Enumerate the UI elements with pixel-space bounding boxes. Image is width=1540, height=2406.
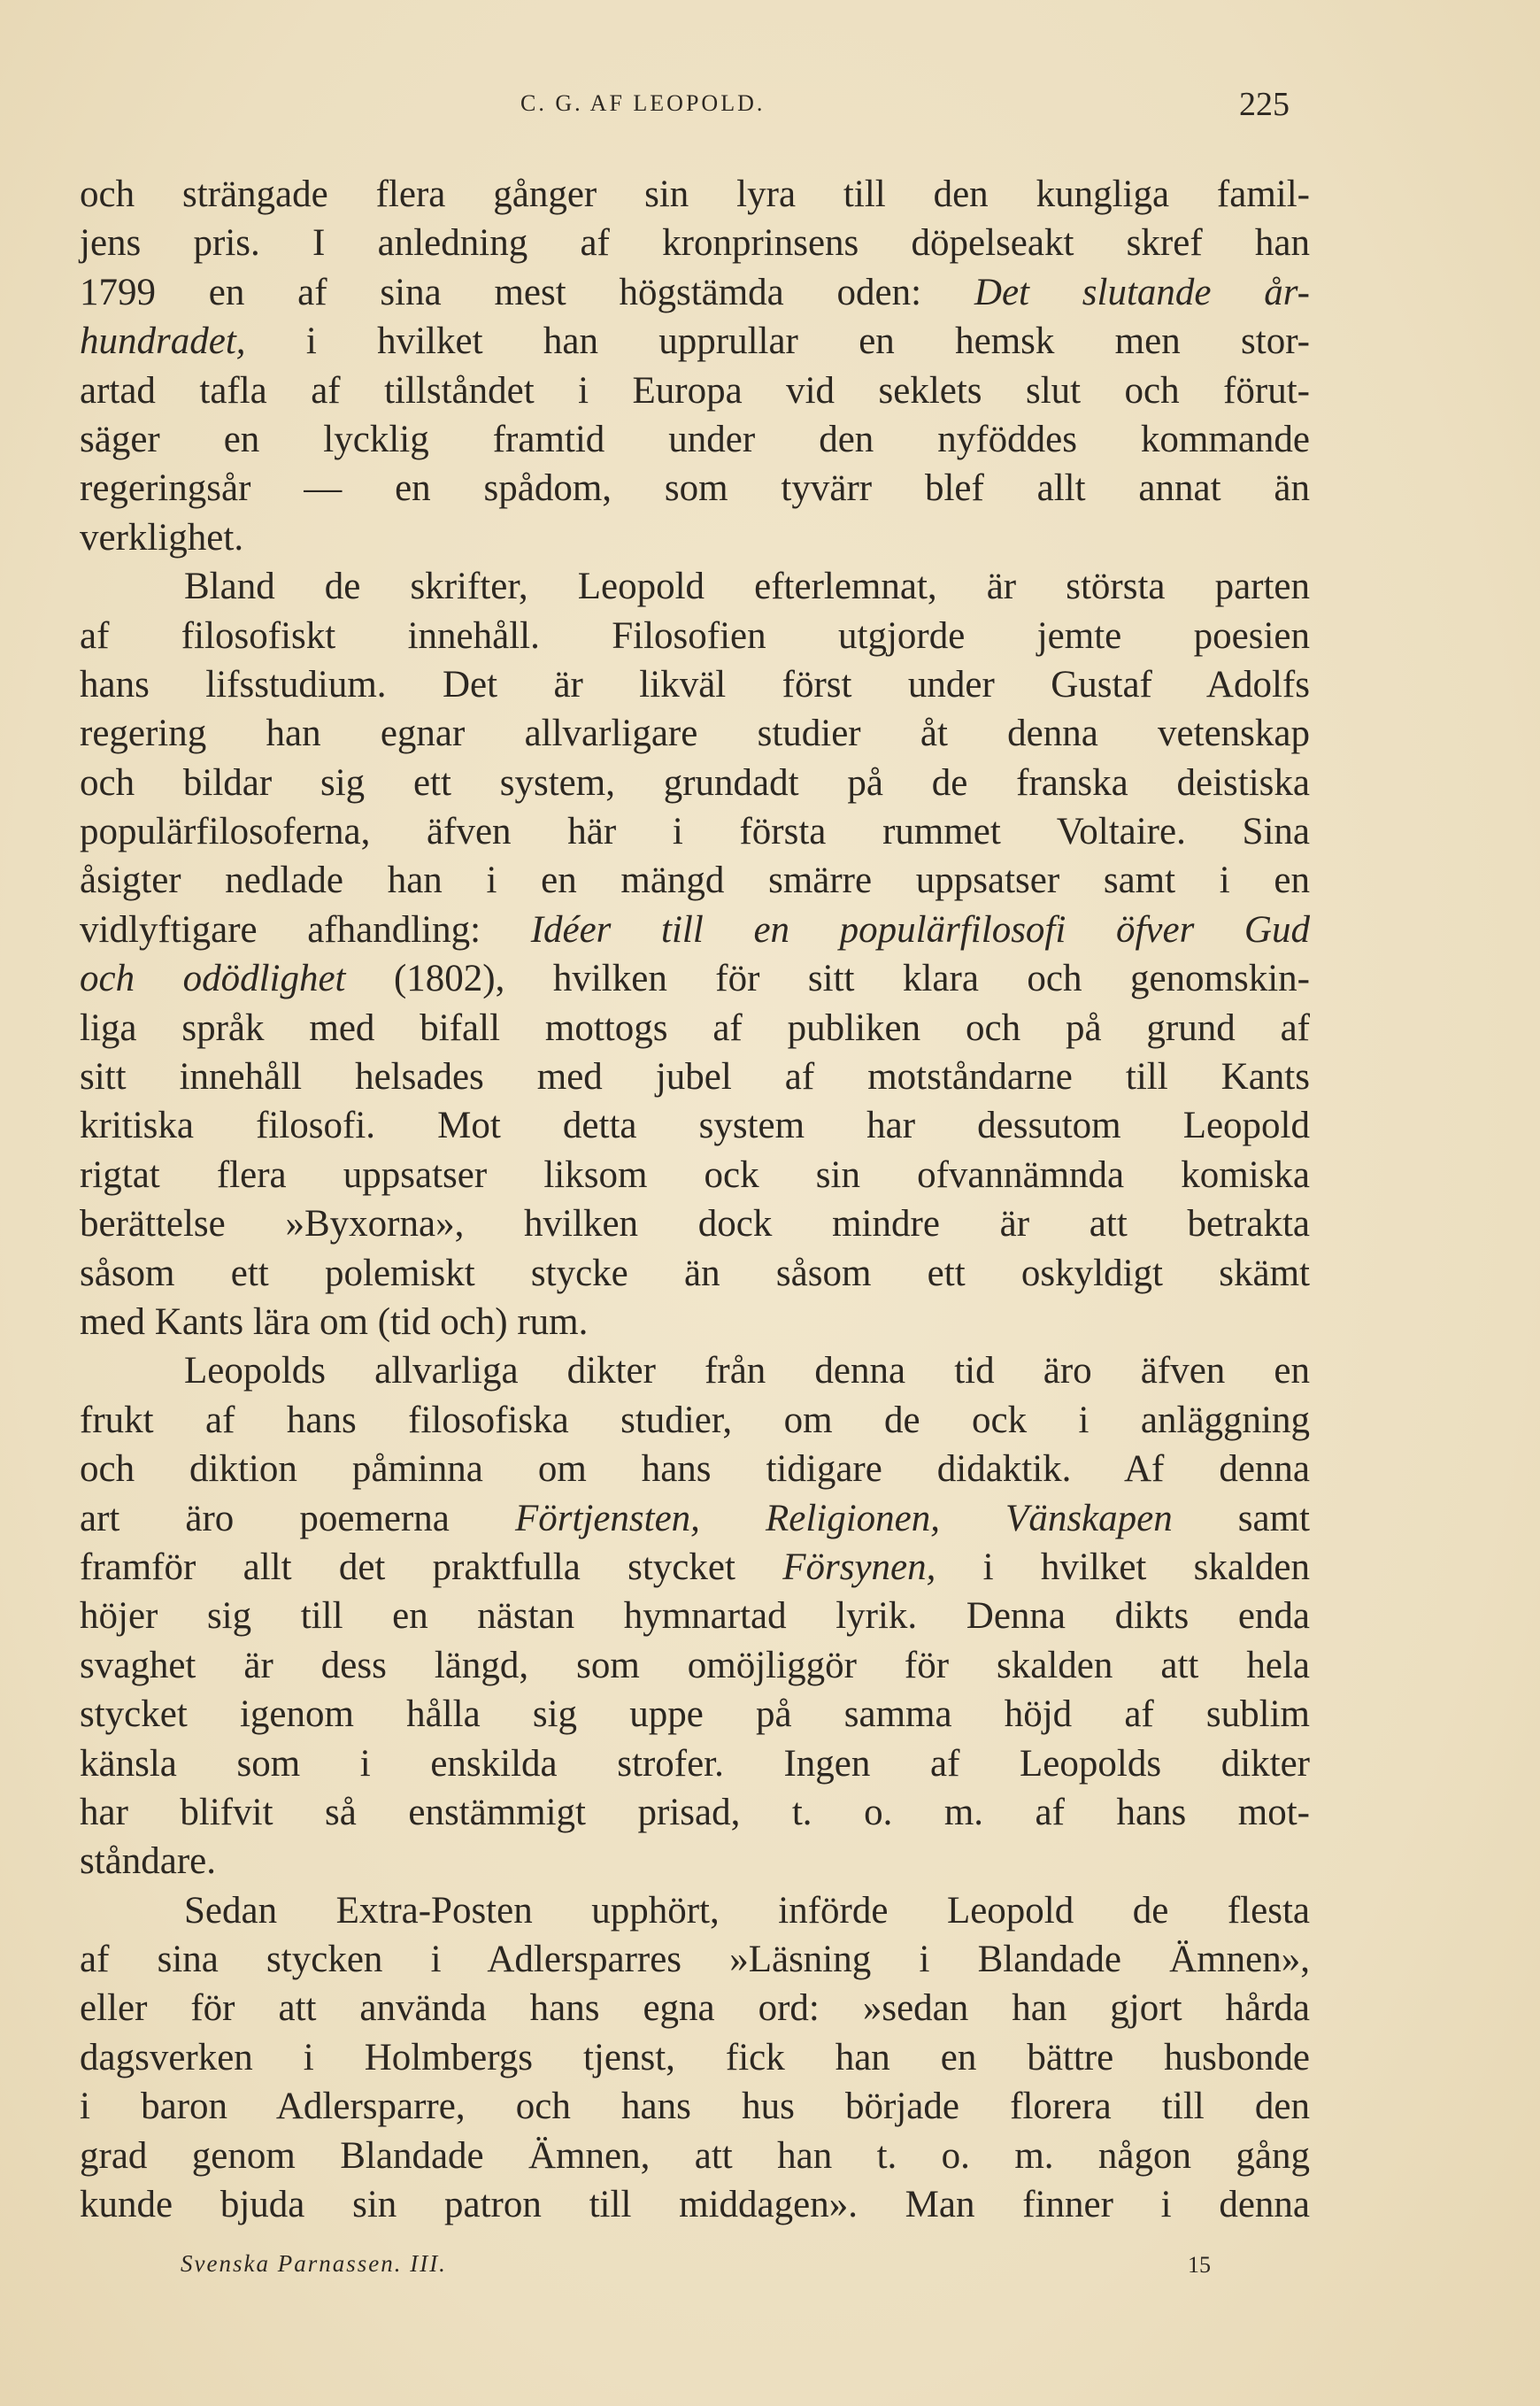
- text-line: [80, 1788, 1310, 1837]
- text-line: [80, 562, 1310, 611]
- text-line: [80, 612, 1310, 660]
- text-line: [80, 1984, 1310, 2032]
- text-line: [80, 1053, 1310, 1101]
- text-run: (1802), hvilken för sitt klara och genomskin-: [345, 958, 1310, 1000]
- text-run: regering han egnar allvarligare studier åt denna vetenskap: [80, 713, 1310, 755]
- text-line: [80, 1004, 1310, 1053]
- text-line: [80, 954, 1310, 1003]
- text-line: [80, 464, 1310, 513]
- text-line: [80, 1543, 1310, 1592]
- text-run: eller för att använda hans egna ord: »sedan han gjort hårda: [80, 1987, 1310, 2030]
- text-line: [80, 2082, 1310, 2131]
- text-line: [80, 807, 1310, 856]
- text-run: rigtat flera uppsatser liksom ock sin ofvannämnda komiska: [80, 1153, 1310, 1196]
- text-run: svaghet är dess längd, som omöjliggör för skalden att hela: [80, 1644, 1310, 1686]
- text-run: regeringsår — en spådom, som tyvärr blef allt annat än: [80, 467, 1310, 510]
- text-run: i hvilket han upprullar en hemsk men stor-: [245, 320, 1310, 363]
- text-line: [80, 856, 1310, 905]
- text-line: [80, 1886, 1310, 1935]
- paragraph: [80, 562, 1310, 1346]
- text-run: af sina stycken i Adlersparres »Läsning i Blandade Ämnen»,: [80, 1939, 1310, 1981]
- italic-title: Idéer till en populärfilosofi öfver Gud: [530, 908, 1310, 951]
- text-run: med Kants lära om (tid och) rum.: [80, 1300, 589, 1343]
- text-run: jens pris. I anledning af kronprinsens döpelseakt skref han: [80, 222, 1310, 265]
- page-footer: [0, 2250, 1540, 2286]
- paragraph: [80, 170, 1310, 562]
- text-run: Bland de skrifter, Leopold efterlemnat, är största parten: [184, 566, 1310, 608]
- text-line: [80, 759, 1310, 807]
- text-line: [80, 1199, 1310, 1248]
- text-line: [80, 1101, 1310, 1150]
- text-line: [80, 1739, 1310, 1788]
- text-line: [80, 709, 1310, 758]
- text-run: art äro poemerna: [80, 1497, 515, 1539]
- body-text: [80, 170, 1310, 2229]
- text-run: kritiska filosofi. Mot detta system har dessutom Leopold: [80, 1105, 1310, 1147]
- text-line: [80, 1592, 1310, 1640]
- italic-title: Förtjensten, Religionen, Vänskapen: [514, 1497, 1173, 1539]
- text-run: artad tafla af tillståndet i Europa vid seklets slut och förut-: [80, 369, 1310, 412]
- text-run: liga språk med bifall mottogs af publiken och på grund af: [80, 1006, 1310, 1049]
- text-run: stycket igenom hålla sig uppe på samma höjd af sublim: [80, 1693, 1310, 1736]
- text-run: i baron Adlersparre, och hans hus började florera till den: [80, 2086, 1310, 2128]
- running-head-title: C. G. AF LEOPOLD.: [520, 90, 766, 116]
- footer-signature: Svenska Parnassen. III.: [181, 2250, 447, 2277]
- text-run: verklighet.: [80, 516, 244, 559]
- text-run: vidlyftigare afhandling:: [80, 908, 531, 951]
- text-run: framför allt det praktfulla stycket: [80, 1546, 783, 1588]
- text-run: såsom ett polemiskt stycke än såsom ett oskyldigt skämt: [80, 1252, 1310, 1294]
- text-line: [80, 2132, 1310, 2180]
- text-line: [80, 1396, 1310, 1445]
- text-line: [80, 1445, 1310, 1493]
- text-run: kunde bjuda sin patron till middagen». Man finner i denna: [80, 2184, 1310, 2226]
- text-line: [80, 660, 1310, 709]
- text-run: sitt innehåll helsades med jubel af motståndarne till Kants: [80, 1056, 1310, 1099]
- sheet-number: 15: [1188, 2252, 1211, 2278]
- text-line: [80, 513, 1310, 562]
- text-run: 1799 en af sina mest högstämda oden:: [80, 271, 974, 313]
- text-line: [80, 170, 1310, 219]
- text-line: [80, 219, 1310, 267]
- text-run: och strängade flera gånger sin lyra till den kungliga famil-: [80, 174, 1310, 215]
- paragraph: [80, 1886, 1310, 2230]
- text-run: och bildar sig ett system, grundadt på de franska deistiska: [80, 761, 1310, 804]
- text-run: af filosofiskt innehåll. Filosofien utgjorde jemte poesien: [80, 614, 1310, 657]
- text-line: [80, 1346, 1310, 1395]
- italic-title: hundradet,: [80, 320, 246, 363]
- text-run: berättelse »Byxorna», hvilken dock mindre är att betrakta: [80, 1203, 1310, 1245]
- text-run: grad genom Blandade Ämnen, att han t. o. m. någon gång: [80, 2134, 1310, 2177]
- text-line: [80, 415, 1310, 464]
- text-line: [80, 1641, 1310, 1690]
- text-line: [80, 366, 1310, 415]
- text-run: och diktion påminna om hans tidigare didaktik. Af denna: [80, 1448, 1310, 1491]
- page-number: 225: [1239, 86, 1290, 123]
- text-line: [80, 906, 1310, 954]
- text-run: hans lifsstudium. Det är likväl först under Gustaf Adolfs: [80, 663, 1310, 706]
- text-run: Sedan Extra-Posten upphört, införde Leopold de flesta: [184, 1889, 1310, 1932]
- running-head: [0, 87, 1540, 126]
- text-line: [80, 2180, 1310, 2229]
- text-line: [80, 1690, 1310, 1739]
- text-line: [80, 1494, 1310, 1543]
- text-run: har blifvit så enstämmigt prisad, t. o. m. af hans mot-: [80, 1791, 1310, 1833]
- text-run: höjer sig till en nästan hymnartad lyrik. Denna dikts enda: [80, 1595, 1310, 1638]
- text-run: dagsverken i Holmbergs tjenst, fick han en bättre husbonde: [80, 2036, 1310, 2078]
- text-run: åsigter nedlade han i en mängd smärre uppsatser samt i en: [80, 860, 1310, 902]
- text-line: [80, 268, 1310, 317]
- italic-title: Försynen,: [782, 1546, 936, 1588]
- text-run: säger en lycklig framtid under den nyföddes kommande: [80, 418, 1310, 460]
- text-run: samt: [1172, 1497, 1310, 1539]
- text-line: [80, 2033, 1310, 2082]
- text-run: frukt af hans filosofiska studier, om de ock i anläggning: [80, 1399, 1310, 1441]
- text-run: populärfilosoferna, äfven här i första rummet Voltaire. Sina: [80, 811, 1310, 853]
- text-line: [80, 317, 1310, 366]
- text-line: [80, 1935, 1310, 1984]
- text-run: Leopolds allvarliga dikter från denna tid äro äfven en: [184, 1350, 1310, 1392]
- paragraph: [80, 1346, 1310, 1885]
- italic-title: Det slutande år-: [974, 271, 1310, 313]
- text-line: [80, 1249, 1310, 1298]
- text-run: känsla som i enskilda strofer. Ingen af Leopolds dikter: [80, 1742, 1310, 1785]
- text-line: [80, 1298, 1310, 1346]
- text-line: [80, 1151, 1310, 1199]
- text-line: [80, 1837, 1310, 1885]
- text-run: ståndare.: [80, 1840, 217, 1883]
- text-run: i hvilket skalden: [936, 1546, 1310, 1588]
- italic-title: och odödlighet: [80, 958, 346, 1000]
